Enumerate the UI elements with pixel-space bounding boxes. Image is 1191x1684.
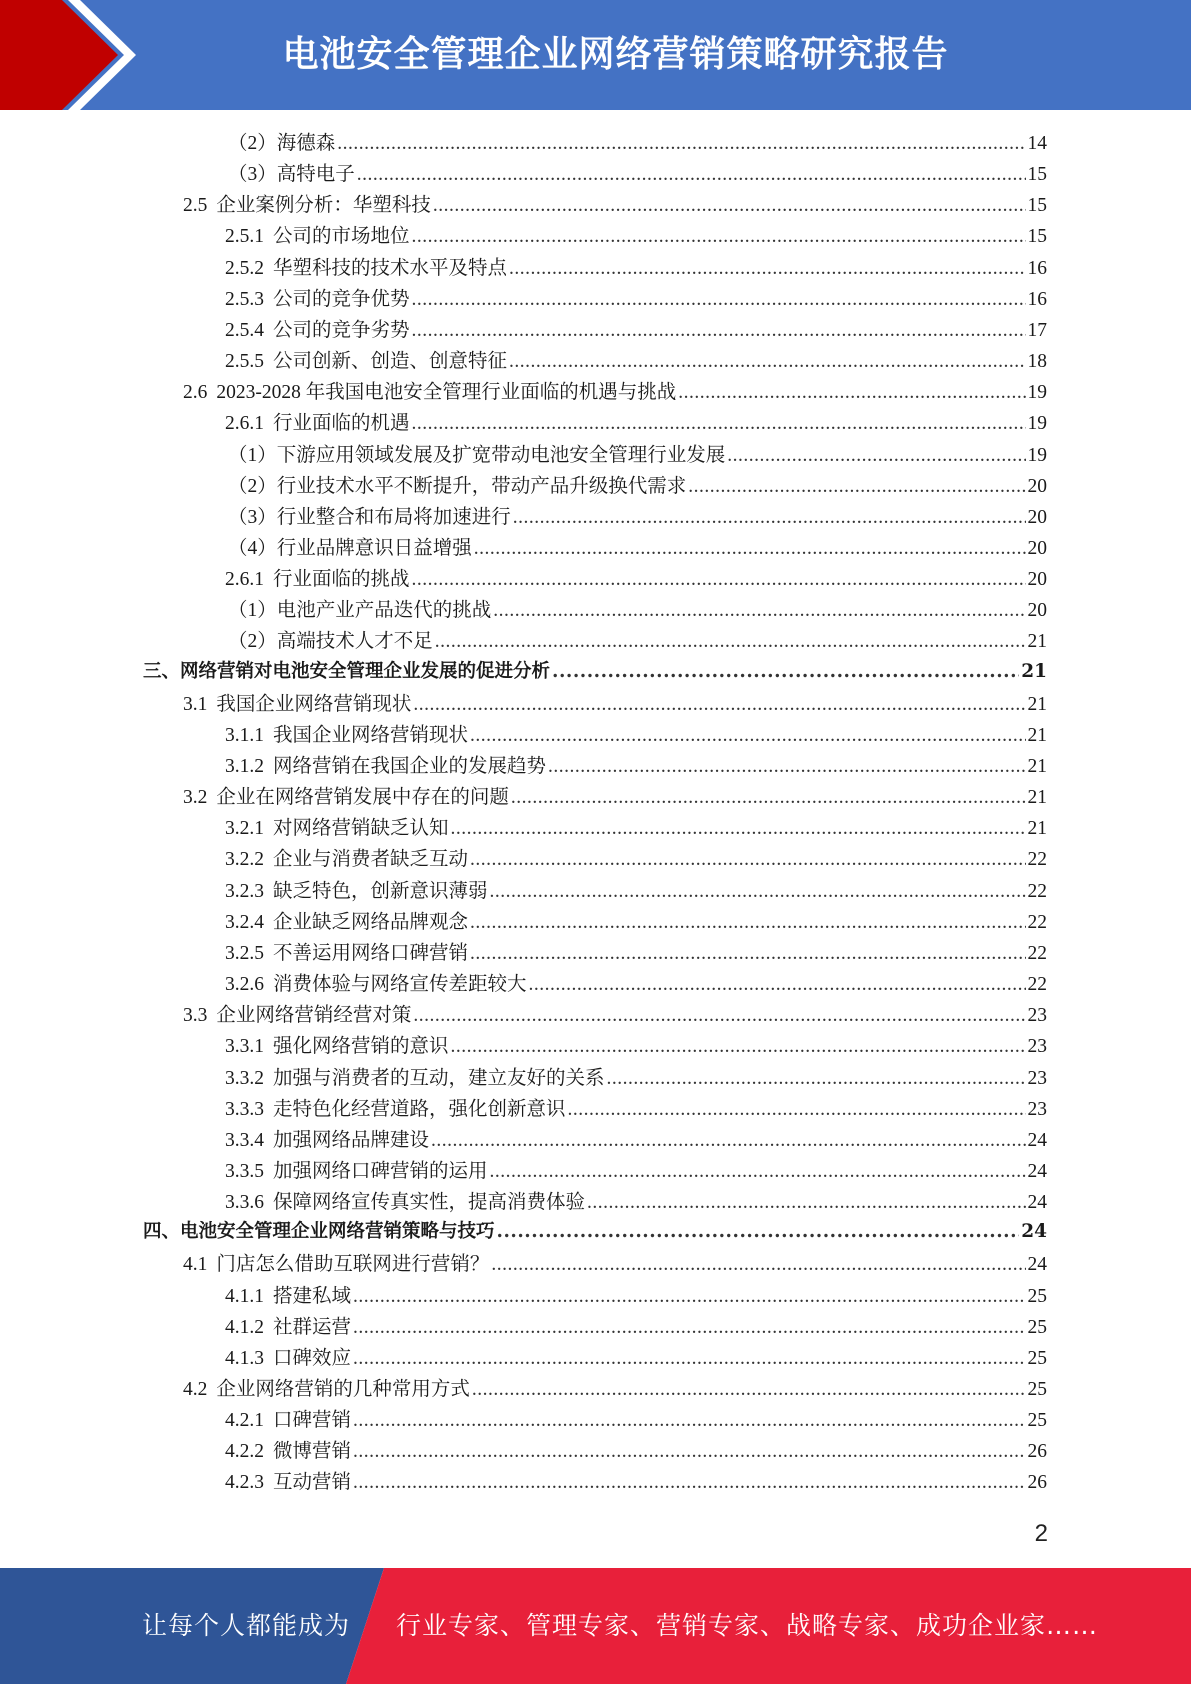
toc-entry-number: 4.1.3 bbox=[225, 1347, 264, 1369]
toc-entry-label: 加强与消费者的互动，建立友好的关系 bbox=[273, 1067, 605, 1089]
toc-entry[interactable] bbox=[183, 688, 1047, 719]
toc-entry-label: （1）下游应用领域发展及扩宽带动电池安全管理行业发展 bbox=[228, 444, 726, 466]
toc-entry[interactable] bbox=[225, 1186, 1047, 1217]
toc-entry[interactable] bbox=[225, 812, 1047, 843]
toc-entry-label: 企业网络营销的几种常用方式 bbox=[216, 1379, 470, 1400]
toc-entry-label: 社群运营 bbox=[273, 1316, 352, 1338]
toc-dot-leader bbox=[412, 569, 1026, 591]
toc-entry-page: 20 bbox=[1027, 537, 1047, 559]
toc-entry-number: 2.6.1 bbox=[225, 569, 264, 591]
toc-entry-number: 4.2.1 bbox=[225, 1410, 264, 1432]
toc-entry-page: 25 bbox=[1027, 1316, 1047, 1338]
toc-entry-label: 四、电池安全管理企业网络营销策略与技巧 bbox=[143, 1221, 495, 1243]
toc-dot-leader bbox=[511, 787, 1026, 809]
toc-entry-label: 不善运用网络口碑营销 bbox=[273, 942, 469, 964]
toc-entry-number: 3.2 bbox=[183, 787, 208, 809]
toc-entry-label: 行业面临的机遇 bbox=[273, 413, 410, 435]
toc-entry-number: 3.3.2 bbox=[225, 1067, 264, 1089]
toc-entry-page: 15 bbox=[1027, 226, 1047, 248]
toc-entry-number: 4.1 bbox=[183, 1254, 208, 1276]
toc-entry-page: 21 bbox=[1027, 631, 1047, 653]
toc-entry[interactable] bbox=[225, 1280, 1047, 1311]
toc-entry-label: 微博营销 bbox=[273, 1441, 352, 1463]
toc-entry-label: 加强网络品牌建设 bbox=[273, 1129, 430, 1151]
toc-dot-leader bbox=[529, 974, 1026, 996]
toc-entry-number: 3.2.1 bbox=[225, 818, 264, 840]
toc-entry-number: 2.5.2 bbox=[225, 257, 264, 279]
toc-entry-page: 20 bbox=[1027, 569, 1047, 591]
toc-entry[interactable] bbox=[225, 314, 1047, 345]
toc-dot-leader bbox=[435, 631, 1026, 653]
toc-entry[interactable] bbox=[183, 189, 1047, 220]
toc-entry[interactable] bbox=[225, 1311, 1047, 1342]
toc-entry[interactable] bbox=[225, 1435, 1047, 1466]
toc-entry-number: 2.6 bbox=[183, 382, 208, 404]
toc-entry[interactable] bbox=[143, 657, 1047, 688]
toc-dot-leader bbox=[688, 476, 1025, 498]
toc-entry-number: 3.1 bbox=[183, 693, 208, 715]
report-footer bbox=[0, 1568, 1191, 1684]
toc-entry[interactable] bbox=[228, 625, 1047, 656]
toc-entry-label: 我国企业网络营销现状 bbox=[216, 693, 412, 715]
toc-entry-number: 3.2.2 bbox=[225, 849, 264, 871]
toc-entry-page: 21 bbox=[1021, 660, 1047, 682]
toc-dot-leader bbox=[509, 351, 1025, 373]
toc-entry-label: （2）高端技术人才不足 bbox=[228, 631, 433, 653]
toc-entry-label: 企业与消费者缺乏互动 bbox=[273, 849, 469, 871]
toc-dot-leader bbox=[509, 258, 1025, 280]
toc-entry[interactable] bbox=[183, 999, 1047, 1030]
toc-entry[interactable] bbox=[228, 532, 1047, 563]
toc-dot-leader bbox=[678, 382, 1025, 404]
toc-entry[interactable] bbox=[225, 937, 1047, 968]
toc-dot-leader bbox=[587, 1192, 1025, 1214]
toc-dot-leader bbox=[353, 1348, 1025, 1370]
toc-entry-label: 华塑科技的技术水平及特点 bbox=[273, 257, 508, 279]
toc-entry-page: 19 bbox=[1027, 413, 1047, 435]
toc-entry-page: 18 bbox=[1027, 351, 1047, 373]
toc-entry-page: 23 bbox=[1027, 1036, 1047, 1058]
toc-dot-leader bbox=[357, 164, 1026, 186]
toc-dot-leader bbox=[433, 195, 1026, 217]
toc-dot-leader bbox=[337, 133, 1025, 155]
footer-slogan-left: 让每个人都能成为 bbox=[142, 1611, 351, 1640]
toc-dot-leader bbox=[474, 538, 1026, 560]
toc-entry[interactable] bbox=[225, 252, 1047, 283]
toc-entry-page: 25 bbox=[1027, 1379, 1047, 1400]
toc-entry[interactable] bbox=[225, 1155, 1047, 1186]
toc-entry-page: 21 bbox=[1027, 818, 1047, 840]
toc-entry-label: 强化网络营销的意识 bbox=[273, 1036, 449, 1058]
toc-entry-page: 22 bbox=[1027, 849, 1047, 871]
toc-dot-leader bbox=[412, 289, 1026, 311]
toc-entry-label: 2023-2028 年我国电池安全管理行业面临的机遇与挑战 bbox=[216, 382, 677, 404]
toc-entry[interactable] bbox=[228, 470, 1047, 501]
toc-dot-leader bbox=[513, 507, 1026, 529]
toc-entry-number: 3.3.3 bbox=[225, 1098, 264, 1120]
toc-entry-label: 三、网络营销对电池安全管理企业发展的促进分析 bbox=[143, 660, 551, 682]
toc-entry-page: 19 bbox=[1027, 444, 1047, 466]
toc-entry[interactable] bbox=[183, 376, 1047, 407]
toc-entry-number: 2.5.5 bbox=[225, 351, 264, 373]
toc-entry-page: 26 bbox=[1027, 1441, 1047, 1463]
toc-entry-label: 行业面临的挑战 bbox=[273, 569, 410, 591]
toc-entry[interactable] bbox=[228, 158, 1047, 189]
toc-dot-leader bbox=[451, 818, 1026, 840]
toc-entry-page: 19 bbox=[1027, 382, 1047, 404]
toc-entry-number: 2.5.1 bbox=[225, 226, 264, 248]
toc-dot-leader bbox=[353, 1472, 1025, 1494]
toc-entry-number: 3.3.6 bbox=[225, 1192, 264, 1214]
toc-entry[interactable] bbox=[225, 906, 1047, 937]
toc-entry-page: 23 bbox=[1027, 1098, 1047, 1120]
toc-entry[interactable] bbox=[183, 1373, 1047, 1404]
toc-entry-page: 22 bbox=[1027, 974, 1047, 996]
toc-dot-leader bbox=[470, 943, 1025, 965]
toc-entry-label: 网络营销在我国企业的发展趋势 bbox=[273, 756, 547, 777]
toc-entry-label: 缺乏特色，创新意识薄弱 bbox=[273, 880, 488, 902]
toc-dot-leader bbox=[470, 912, 1025, 934]
toc-entry-number: 4.1.1 bbox=[225, 1285, 264, 1307]
toc-dot-leader bbox=[470, 849, 1025, 871]
toc-dot-leader bbox=[412, 413, 1026, 435]
toc-entry-number: 3.3.4 bbox=[225, 1129, 264, 1151]
toc-entry[interactable] bbox=[228, 501, 1047, 532]
toc-entry-label: （3）高特电子 bbox=[228, 164, 355, 186]
toc-entry-number: 4.1.2 bbox=[225, 1316, 264, 1338]
toc-entry[interactable] bbox=[225, 283, 1047, 314]
toc-dot-leader bbox=[727, 445, 1025, 467]
toc-dot-leader bbox=[470, 725, 1025, 747]
toc-entry-page: 20 bbox=[1027, 506, 1047, 528]
toc-entry-page: 22 bbox=[1027, 942, 1047, 964]
toc-entry-page: 24 bbox=[1027, 1129, 1047, 1151]
toc-entry-label: 走特色化经营道路，强化创新意识 bbox=[273, 1098, 566, 1120]
toc-entry-page: 21 bbox=[1027, 787, 1047, 809]
toc-entry-number: 4.2.3 bbox=[225, 1472, 264, 1494]
toc-dot-leader bbox=[552, 661, 1019, 682]
toc-entry-label: 口碑营销 bbox=[273, 1410, 352, 1432]
toc-entry-label: 对网络营销缺乏认知 bbox=[273, 818, 449, 840]
report-title: 电池安全管理企业网络营销策略研究报告 bbox=[282, 34, 949, 75]
toc-entry-page: 21 bbox=[1027, 693, 1047, 715]
toc-entry[interactable] bbox=[225, 1062, 1047, 1093]
toc-entry-label: 企业网络营销经营对策 bbox=[216, 1005, 412, 1027]
toc-entry-label: 企业缺乏网络品牌观念 bbox=[273, 911, 469, 933]
toc-entry-number: 4.2.2 bbox=[225, 1441, 264, 1463]
toc-entry-label: 公司的市场地位 bbox=[273, 226, 410, 248]
toc-dot-leader bbox=[548, 756, 1025, 778]
toc-entry-page: 16 bbox=[1027, 257, 1047, 279]
toc-entry[interactable] bbox=[225, 968, 1047, 999]
toc-dot-leader bbox=[353, 1410, 1025, 1432]
toc-entry-page: 24 bbox=[1027, 1254, 1047, 1276]
toc-dot-leader bbox=[472, 1379, 1026, 1401]
toc-entry-label: 公司创新、创造、创意特征 bbox=[273, 351, 508, 373]
toc-entry-number: 2.6.1 bbox=[225, 413, 264, 435]
report-header bbox=[0, 0, 1191, 110]
toc-dot-leader bbox=[413, 1005, 1025, 1027]
toc-entry-label: 公司的竞争优势 bbox=[273, 288, 410, 310]
toc-entry-label: 消费体验与网络宣传差距较大 bbox=[273, 974, 527, 996]
toc-dot-leader bbox=[493, 600, 1025, 622]
toc-dot-leader bbox=[497, 1221, 1020, 1242]
toc-entry-number: 3.2.6 bbox=[225, 974, 264, 996]
toc-entry-number: 4.2 bbox=[183, 1379, 208, 1400]
toc-entry-page: 14 bbox=[1027, 133, 1047, 154]
toc-entry[interactable] bbox=[225, 1342, 1047, 1373]
toc-entry[interactable] bbox=[225, 407, 1047, 438]
toc-dot-leader bbox=[568, 1099, 1026, 1121]
toc-entry-number: 3.1.1 bbox=[225, 724, 264, 746]
toc-entry-page: 25 bbox=[1027, 1347, 1047, 1369]
toc-entry-page: 22 bbox=[1027, 880, 1047, 902]
page-number: 2 bbox=[1034, 1520, 1048, 1547]
toc-entry-number: 2.5 bbox=[183, 195, 208, 217]
toc-entry-label: 互动营销 bbox=[273, 1472, 352, 1494]
toc-entry-page: 21 bbox=[1027, 756, 1047, 777]
toc-entry-page: 20 bbox=[1027, 475, 1047, 497]
toc-entry-page: 20 bbox=[1027, 600, 1047, 622]
toc-dot-leader bbox=[431, 1130, 1025, 1152]
toc-entry[interactable] bbox=[228, 594, 1047, 625]
toc-entry-page: 24 bbox=[1027, 1160, 1047, 1182]
toc-entry-number: 3.3.5 bbox=[225, 1160, 264, 1182]
toc-entry-label: 搭建私域 bbox=[273, 1285, 352, 1307]
toc-entry-page: 23 bbox=[1027, 1005, 1047, 1027]
toc-dot-leader bbox=[353, 1441, 1025, 1463]
toc-entry[interactable] bbox=[228, 127, 1047, 158]
toc-entry[interactable] bbox=[225, 1030, 1047, 1061]
toc-entry-number: 3.2.3 bbox=[225, 880, 264, 902]
toc-entry-label: 我国企业网络营销现状 bbox=[273, 724, 469, 746]
toc-entry[interactable] bbox=[225, 563, 1047, 594]
toc-entry-label: （1）电池产业产品迭代的挑战 bbox=[228, 600, 492, 622]
toc-entry[interactable] bbox=[228, 439, 1047, 470]
toc-entry[interactable] bbox=[225, 220, 1047, 251]
toc-entry-number: 3.1.2 bbox=[225, 756, 264, 777]
toc-entry-number: 2.5.4 bbox=[225, 319, 264, 341]
toc-entry[interactable] bbox=[225, 1404, 1047, 1435]
toc-entry-page: 24 bbox=[1021, 1221, 1047, 1243]
toc-dot-leader bbox=[353, 1286, 1025, 1308]
toc-dot-leader bbox=[353, 1317, 1025, 1339]
toc-entry-page: 16 bbox=[1027, 288, 1047, 310]
toc-dot-leader bbox=[490, 1161, 1026, 1183]
toc-entry-page: 26 bbox=[1027, 1472, 1047, 1494]
toc-entry[interactable] bbox=[225, 1124, 1047, 1155]
toc-entry-page: 22 bbox=[1027, 911, 1047, 933]
toc-entry-page: 15 bbox=[1027, 195, 1047, 217]
toc-entry[interactable] bbox=[225, 719, 1047, 750]
toc-entry-number: 3.3.1 bbox=[225, 1036, 264, 1058]
toc-entry-label: 门店怎么借助互联网进行营销？ bbox=[216, 1254, 490, 1276]
toc-dot-leader bbox=[607, 1068, 1026, 1090]
toc-entry-label: 口碑效应 bbox=[273, 1347, 352, 1369]
toc-dot-leader bbox=[412, 226, 1026, 248]
toc-dot-leader bbox=[413, 694, 1025, 716]
footer-slogan-right: 行业专家、管理专家、营销专家、战略专家、成功企业家…… bbox=[396, 1611, 1099, 1640]
toc-entry-label: 公司的竞争劣势 bbox=[273, 319, 410, 341]
toc-entry[interactable] bbox=[225, 843, 1047, 874]
toc-entry-label: 企业案例分析：华塑科技 bbox=[216, 195, 431, 217]
toc-entry-label: （2）海德森 bbox=[228, 133, 336, 154]
toc-entry-page: 25 bbox=[1027, 1285, 1047, 1307]
toc-dot-leader bbox=[490, 881, 1026, 903]
toc-entry-label: 企业在网络营销发展中存在的问题 bbox=[216, 787, 509, 809]
toc-entry[interactable] bbox=[225, 1093, 1047, 1124]
toc-dot-leader bbox=[491, 1254, 1025, 1276]
toc-entry-label: 加强网络口碑营销的运用 bbox=[273, 1160, 488, 1182]
toc-entry-number: 3.3 bbox=[183, 1005, 208, 1027]
toc-entry-number: 3.2.5 bbox=[225, 942, 264, 964]
toc-entry[interactable] bbox=[225, 1466, 1047, 1497]
toc-entry-label: （3）行业整合和布局将加速进行 bbox=[228, 506, 511, 528]
toc-entry[interactable] bbox=[143, 1217, 1047, 1248]
toc-entry-page: 15 bbox=[1027, 164, 1047, 186]
toc-entry[interactable] bbox=[225, 750, 1047, 781]
toc-entry-page: 24 bbox=[1027, 1192, 1047, 1214]
toc-entry-label: （4）行业品牌意识日益增强 bbox=[228, 537, 472, 559]
toc-entry[interactable] bbox=[183, 781, 1047, 812]
toc-dot-leader bbox=[451, 1036, 1026, 1058]
toc-entry[interactable] bbox=[225, 875, 1047, 906]
toc-entry[interactable] bbox=[225, 345, 1047, 376]
toc-entry-label: （2）行业技术水平不断提升，带动产品升级换代需求 bbox=[228, 475, 687, 497]
toc-entry-page: 25 bbox=[1027, 1410, 1047, 1432]
toc-entry-label: 保障网络宣传真实性，提高消费体验 bbox=[273, 1192, 586, 1214]
toc-entry-page: 23 bbox=[1027, 1067, 1047, 1089]
toc-entry[interactable] bbox=[183, 1248, 1047, 1279]
toc-entry-number: 3.2.4 bbox=[225, 911, 264, 933]
toc-entry-page: 17 bbox=[1027, 319, 1047, 341]
toc-entry-page: 21 bbox=[1027, 724, 1047, 746]
toc-entry-number: 2.5.3 bbox=[225, 288, 264, 310]
toc-dot-leader bbox=[412, 320, 1026, 342]
